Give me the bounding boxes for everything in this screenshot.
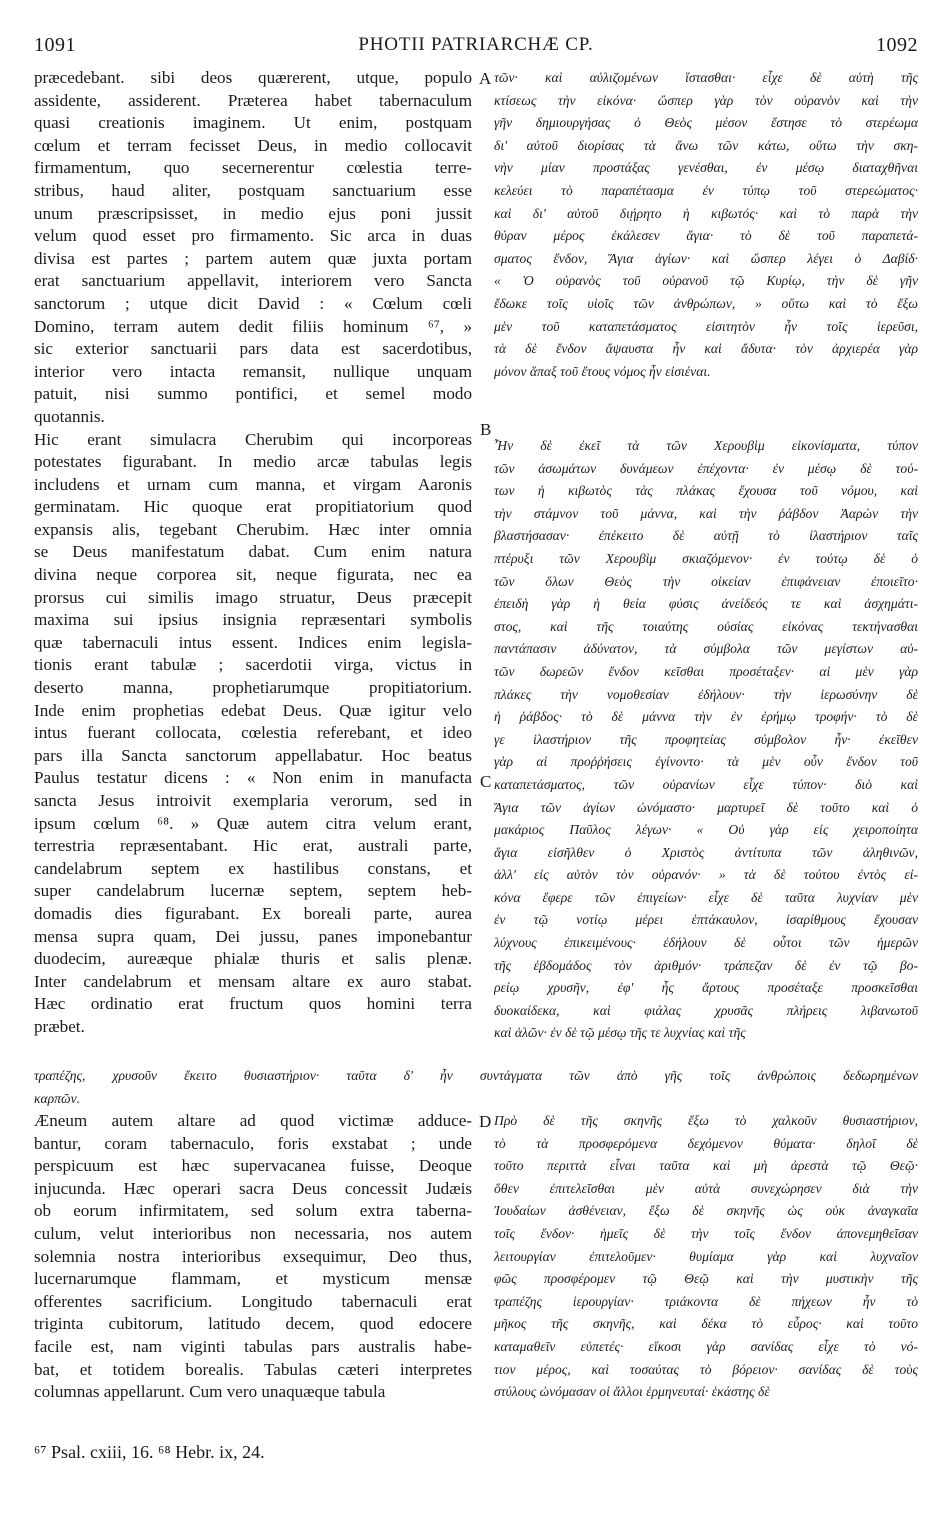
- text-line: præbet.: [34, 1016, 85, 1036]
- text-line: θύραν μέρος ἐκάλεσεν ἅγια· τὸ δὲ τοῦ παραπετά-: [494, 228, 918, 244]
- text-line: τῶν· καὶ αὐλιζομένων ἵστασθαι· εἶχε δὲ αὐτὴ τῆς: [494, 70, 918, 85]
- text-line: ἅγια εἰσῆλθεν ὁ Χριστὸς ἀντίτυπα τῶν ἀληθινῶν,: [494, 844, 918, 860]
- text-line: τῶν ἀσωμάτων δυνάμεων ἐπέχοντα· ἐν μέσῳ δὲ τού-: [494, 460, 918, 476]
- text-line: expansis alis, tegebant Cherubim. Hæc inter omnia: [34, 519, 472, 539]
- text-line: firmamentum, quo secernerentur cœlestia terre-: [34, 158, 472, 178]
- text-line: λύχνους ἐπικειμένους· ἐδήλουν δὲ οὗτοι τῶν ἡμερῶν: [494, 935, 918, 951]
- text-line: « Ὁ οὐρανὸς τοῦ οὐρανοῦ τῷ Κυρίῳ, τὴν δὲ γῆν: [494, 273, 918, 289]
- text-line: lucernarumque flammam, et mysticum mensæ: [34, 1269, 472, 1289]
- text-line: offerentes sacrificium. Longitudo tabernaculi erat: [34, 1291, 472, 1311]
- text-line: ἐπειδὴ γὰρ ἡ θεία φύσις ἀνείδεός τε καὶ ἀσχημάτι-: [494, 596, 918, 612]
- greek-column-section-3: [494, 1110, 918, 1404]
- greek-column-section-1: [494, 67, 918, 383]
- text-line: erat sanctuarium appellavit, interiorem vero Sancta: [34, 271, 472, 291]
- text-line: præcedebant. sibi deos quærerent, utque, populo: [34, 68, 472, 87]
- text-line: facile est, nam viginti tabulas pars australis habe-: [34, 1336, 472, 1356]
- text-line: κόνα ἔφερε τῶν ἐπιγείων· εἶχε δὲ ταῦτα λυχνίαν μὲν: [494, 889, 918, 905]
- text-line: Inde enim prophetias edebat Deus. Quæ igitur velo: [34, 700, 472, 720]
- text-line: μῆκος τῆς σκηνῆς, καὶ δέκα τὸ εὖρος· καὶ τοῦτο: [494, 1316, 918, 1332]
- text-line: μὲν τοῦ καταπετάσματος εἰσιτητὸν ἦν τοῖς ἱερεῦσι,: [494, 318, 918, 334]
- text-line: Hæc ordinatio erat fructum quos homini terra: [34, 994, 472, 1014]
- text-line: sanctorum ; utque dicit David : « Cœlum cœli: [34, 293, 472, 313]
- text-line: ἀλλ' εἰς αὐτὸν τὸν οὐρανόν· » τὰ δὲ τούτου ἐντὸς εἰ-: [494, 867, 918, 883]
- text-line: deserto manna, prophetiarumque propitiatorium.: [34, 678, 472, 698]
- text-line: cœlum et terram fecisset Deus, in medio collocavit: [34, 135, 472, 155]
- text-line: candelabrum septem ex hastilibus constans, et: [34, 858, 472, 878]
- text-line: στύλους ὠνόμασαν οἱ ἄλλοι ἑρμηνευταί· ἑκάστης δὲ: [494, 1384, 770, 1400]
- text-line: domadis dies figurabant. Ex boreali parte, aurea: [34, 903, 472, 923]
- text-line: maxima sui ipsius insignia repræsentari symbolis: [34, 610, 472, 630]
- text-line: πτέρυξι τῶν Χερουβὶμ σκιαζόμενον· ἐν τούτῳ δὲ ὁ: [494, 550, 918, 566]
- text-line: pars illa Sancta sanctorum appellabatur. Hoc beatus: [34, 745, 472, 765]
- text-line: γὰρ αἱ προῤῥήσεις ἐγίνοντο· τὰ μὲν οὖν ἔνδον τοῦ: [494, 754, 918, 770]
- text-line: divina neque corporea sit, neque figurata, nec ea: [34, 565, 472, 585]
- text-line: τοῖς ἔνδον· ἡμεῖς δὲ τὴν τοῖς ἔνδον ἀπονεμηθεῖσαν: [494, 1225, 918, 1241]
- text-line: τραπέζης ἱερουργίαν· τριάκοντα δὲ πήχεων ἦν τὸ: [494, 1293, 918, 1309]
- text-line: bat, et totidem borealis. Tabulas cæteri interpretes: [34, 1359, 472, 1379]
- text-line: columnas appellarunt. Cum vero unaquæque tabula: [34, 1382, 386, 1402]
- text-line: τραπέζης, χρυσοῦν ἔκειτο θυσιαστήριον· ταῦτα δ' ἦν συντάγματα τῶν ἀπὸ γῆς τοῖς ἀνθρώποις δεδωρημένων: [34, 1068, 918, 1083]
- footnote: ⁶⁷ Psal. cxiii, 16. ⁶⁸ Hebr. ix, 24.: [34, 1442, 265, 1462]
- text-line: πλάκες τὴν νομοθεσίαν ἐδήλουν· τὴν ἱερωσύνην δὲ: [494, 686, 918, 702]
- text-line: super candelabrum lucernæ septem, septem heb-: [34, 881, 472, 901]
- text-line: νὴν μίαν προστάξας γενέσθαι, ἐν μέσῳ διαταχθῆναι: [494, 160, 918, 176]
- text-line: καταπετάσματος, τῶν οὐρανίων εἶχε τύπον· διὸ καὶ: [494, 776, 918, 792]
- text-line: sic exterior sanctuarii pars data est sacerdotibus,: [34, 339, 472, 359]
- text-line: σματος ἔνδον, Ἅγια ἁγίων· καὶ ὥσπερ λέγει ὁ Δαβίδ·: [494, 250, 918, 266]
- text-line: includens et urnam cum manna, et virgam Aaronis: [34, 474, 472, 494]
- text-line: μακάριος Παῦλος λέγων· « Οὐ γὰρ εἰς χειροποίητα: [494, 822, 918, 838]
- text-line: καταμαθεῖν εὐπετές· εἴκοσι γὰρ σανίδας εἶχε τὸ νό-: [494, 1338, 918, 1354]
- latin-column-section-2: [34, 1110, 472, 1404]
- text-line: ἐν τῷ νοτίῳ μέρει ἑπτάκαυλον, ἰσαρίθμους ἔχουσαν: [494, 912, 918, 928]
- text-line: terrestria repræsentabant. Hic erat, australi parte,: [34, 836, 472, 856]
- page-number-right: 1092: [876, 34, 918, 56]
- section-marker-c: C: [480, 772, 492, 791]
- text-line: παντάπασιν ἀδύνατον, τὰ σύμβολα τῶν μεγίστων αὐ-: [494, 641, 918, 657]
- text-line: intus fuerant collocata, cœlestia referebant, et ideo: [34, 723, 472, 743]
- text-line: quasi creationis imaginem. Ut enim, postquam: [34, 113, 472, 133]
- text-line: στος, καὶ τῆς τοιαύτης οὐσίας εἰκόνας τεκτήνασθαι: [494, 618, 918, 634]
- text-line: τιον μέρος, καὶ τοσαύτας τὸ βόρειον· σανίδας δὲ τοὺς: [494, 1361, 918, 1377]
- text-line: καὶ δι' αὐτοῦ διῄρητο ἡ κιβωτός· καὶ τὸ παρὰ τὴν: [494, 205, 918, 221]
- text-line: γῆν δημιουργήσας ὁ Θεὸς μέσον ἔστησε τὸ στερέωμα: [494, 115, 918, 131]
- running-title: PHOTII PATRIARCHÆ CP.: [358, 34, 594, 55]
- text-line: se Deus manifestatum dabat. Cum enim natura: [34, 542, 472, 562]
- text-line: ρείῳ χρυσῆν, ἐφ' ἧς ἄρτους προσέταξε προσκεῖσθαι: [494, 980, 918, 996]
- text-line: κελεύει τὸ παραπέτασμα ἐν τύπῳ τοῦ στερεώματος·: [494, 182, 918, 198]
- text-line: bantur, coram tabernaculo, foris exstabat ; unde: [34, 1133, 472, 1153]
- text-line: ἔδωκε τοῖς υἱοῖς τῶν ἀνθρώπων, » οὕτω καὶ τὸ ἔξω: [494, 295, 918, 311]
- text-line: Domino, terram autem dedit filiis hominum ⁶⁷, »: [34, 316, 472, 336]
- text-line: τὴν στάμνον τοῦ μάννα, καὶ τὴν ῥάβδον Ἀαρὼν τὴν: [494, 505, 918, 521]
- text-line: interior vero intacta remansit, nullique unquam: [34, 361, 472, 381]
- section-marker-b: B: [480, 420, 492, 439]
- section-marker-d: D: [479, 1112, 492, 1131]
- text-line: τῶν ὅλων Θεὸς τὴν οἰκείαν ἐπιφάνειαν ἐποιεῖτο·: [494, 573, 918, 589]
- text-line: Æneum autem altare ad quod victimæ adduce-: [34, 1111, 472, 1130]
- text-line: τῆς ἑβδομάδος τὸν ἀριθμόν· τράπεζαν δὲ ἐν τῷ βο-: [494, 957, 918, 973]
- text-line: assidente, assiderent. Præterea habet tabernaculum: [34, 90, 472, 110]
- text-line: δι' αὐτοῦ διορίσας τὰ ἄνω τῶν κάτω, οὕτω τὴν σκη-: [494, 137, 918, 153]
- text-line: perspicuum est hæc supervacanea fuisse, Deoque: [34, 1156, 472, 1176]
- text-line: Ἦν δὲ ἐκεῖ τὰ τῶν Χερουβὶμ εἰκονίσματα, τύπον: [494, 438, 918, 453]
- text-line: patuit, nisi summo pontifici, et semel modo: [34, 384, 472, 404]
- text-line: των ἡ κιβωτὸς τὰς πλάκας ἔχουσα τοῦ νόμου, καὶ: [494, 483, 918, 499]
- text-line: stribus, haud aliter, postquam sanctuarium esse: [34, 180, 472, 200]
- text-line: ἡ ῥάβδος· τὸ δὲ μάννα τὴν ἐν ἐρήμῳ τροφήν· τὸ δὲ: [494, 709, 918, 725]
- text-line: καρπῶν.: [34, 1090, 81, 1106]
- full-width-greek-line: [34, 1065, 918, 1110]
- greek-column-section-2: [494, 435, 918, 1045]
- text-line: τοῦτο περιττὰ εἶναι ταῦτα καὶ μὴ ἀρεστὰ τῷ Θεῷ·: [494, 1158, 918, 1174]
- text-line: τῶν δωρεῶν ἔνδον κεῖσθαι προσέταξεν· αἱ μὲν γὰρ: [494, 663, 918, 679]
- text-line: φῶς προσφέρομεν τῷ Θεῷ καὶ τὴν μυστικὴν τῆς: [494, 1271, 918, 1287]
- text-line: τὰ δὲ ἔνδον ἄψαυστα ἦν καὶ ἄδυτα· τὸν ἀρχιερέα γὰρ: [494, 341, 918, 357]
- text-line: δυοκαίδεκα, καὶ φιάλας χρυσᾶς πλήρεις λιβανωτοῦ: [494, 1002, 918, 1018]
- text-line: quæ tabernaculi intus essent. Indices enim legisla-: [34, 632, 472, 652]
- text-line: unum præscripsisset, in medio ejus poni jussit: [34, 203, 472, 223]
- text-line: culum, velut interioribus non necessaria, nos autem: [34, 1223, 472, 1243]
- text-line: duodecim, aureæque phialæ thuris et salis plenæ.: [34, 949, 472, 969]
- text-line: divisa est partes ; partem autem quæ juxta portam: [34, 248, 472, 268]
- text-line: germinatam. Hic quoque erat propitiatorium quod: [34, 497, 472, 517]
- text-line: mensa supra quam, Dei jussu, panes imponebantur: [34, 926, 472, 946]
- text-line: Hic erant simulacra Cherubim qui incorporeas: [34, 429, 472, 449]
- text-line: sancta Jesus introivit exemplaria verorum, sed in: [34, 791, 472, 810]
- text-line: triginta cubitorum, latitudo decem, quod edocere: [34, 1314, 472, 1334]
- text-line: τὸ τὰ προσφερόμενα δεχόμενον θύματα· δηλοῖ δὲ: [494, 1135, 918, 1151]
- text-line: μόνον ἅπαξ τοῦ ἔτους νόμος ἦν εἰσιέναι.: [494, 363, 711, 379]
- latin-column-section-1: [34, 67, 472, 1039]
- section-marker-a: A: [479, 69, 492, 88]
- text-line: Ἅγια τῶν ἁγίων ὠνόμαστο· μαρτυρεῖ δὲ τοῦτο καὶ ὁ: [494, 799, 918, 815]
- text-line: γε ἱλαστήριον τῆς προφητείας σύμβολον ἦν· ἐκεῖθεν: [494, 731, 918, 747]
- text-line: prorsus cui similis imago struatur, Deus præcepit: [34, 587, 472, 607]
- text-line: ὅθεν ἐπιτελεῖσθαι μὲν αὐτὰ συνεχώρησεν διὰ τὴν: [494, 1180, 918, 1196]
- text-line: Πρὸ δὲ τῆς σκηνῆς ἔξω τὸ χαλκοῦν θυσιαστήριον,: [494, 1113, 918, 1128]
- page-header: [34, 34, 918, 60]
- text-line: βλαστήσασαν· ἐπέκειτο δὲ αὐτῇ τὸ ἱλαστήριον ταῖς: [494, 528, 918, 544]
- text-line: ob eorum infirmitatem, sed solum extra taberna-: [34, 1201, 472, 1221]
- text-line: injucunda. Hæc operari sacra Deus concessit Judæis: [34, 1178, 472, 1198]
- page-number-left: 1091: [34, 34, 76, 56]
- text-line: Paulus testatur dicens : « Non enim in manufacta: [34, 768, 472, 788]
- text-line: ipsum cœlum ⁶⁸. » Quæ autem citra velum erant,: [34, 813, 472, 833]
- text-line: κτίσεως τὴν εἰκόνα· ὥσπερ γὰρ τὸν οὐρανὸν καὶ τὴν: [494, 92, 918, 108]
- text-line: καὶ ἁλῶν· ἐν δὲ τῷ μέσῳ τῆς τε λυχνίας καὶ τῆς: [494, 1025, 746, 1041]
- text-line: quotannis.: [34, 406, 105, 426]
- text-line: Ἰουδαίων ἀσθένειαν, ἔξω δὲ σκηνῆς ὡς οὐκ ἀναγκαῖα: [494, 1203, 918, 1219]
- text-line: tionis erant tabulæ ; sacerdotii virga, victus in: [34, 655, 472, 675]
- text-line: Inter candelabrum et mensam altare ex auro stabat.: [34, 971, 472, 991]
- text-line: velum quod esset pro firmamento. Sic arca in duas: [34, 226, 472, 246]
- text-line: solemnia nostra interioribus exsequimur, Deo thus,: [34, 1246, 472, 1266]
- text-line: potestates figurabant. In medio arcæ tabulas legis: [34, 452, 472, 472]
- text-line: λειτουργίαν ἐπιτελοῦμεν· θυμίαμα γὰρ καὶ λυχναῖον: [494, 1248, 918, 1264]
